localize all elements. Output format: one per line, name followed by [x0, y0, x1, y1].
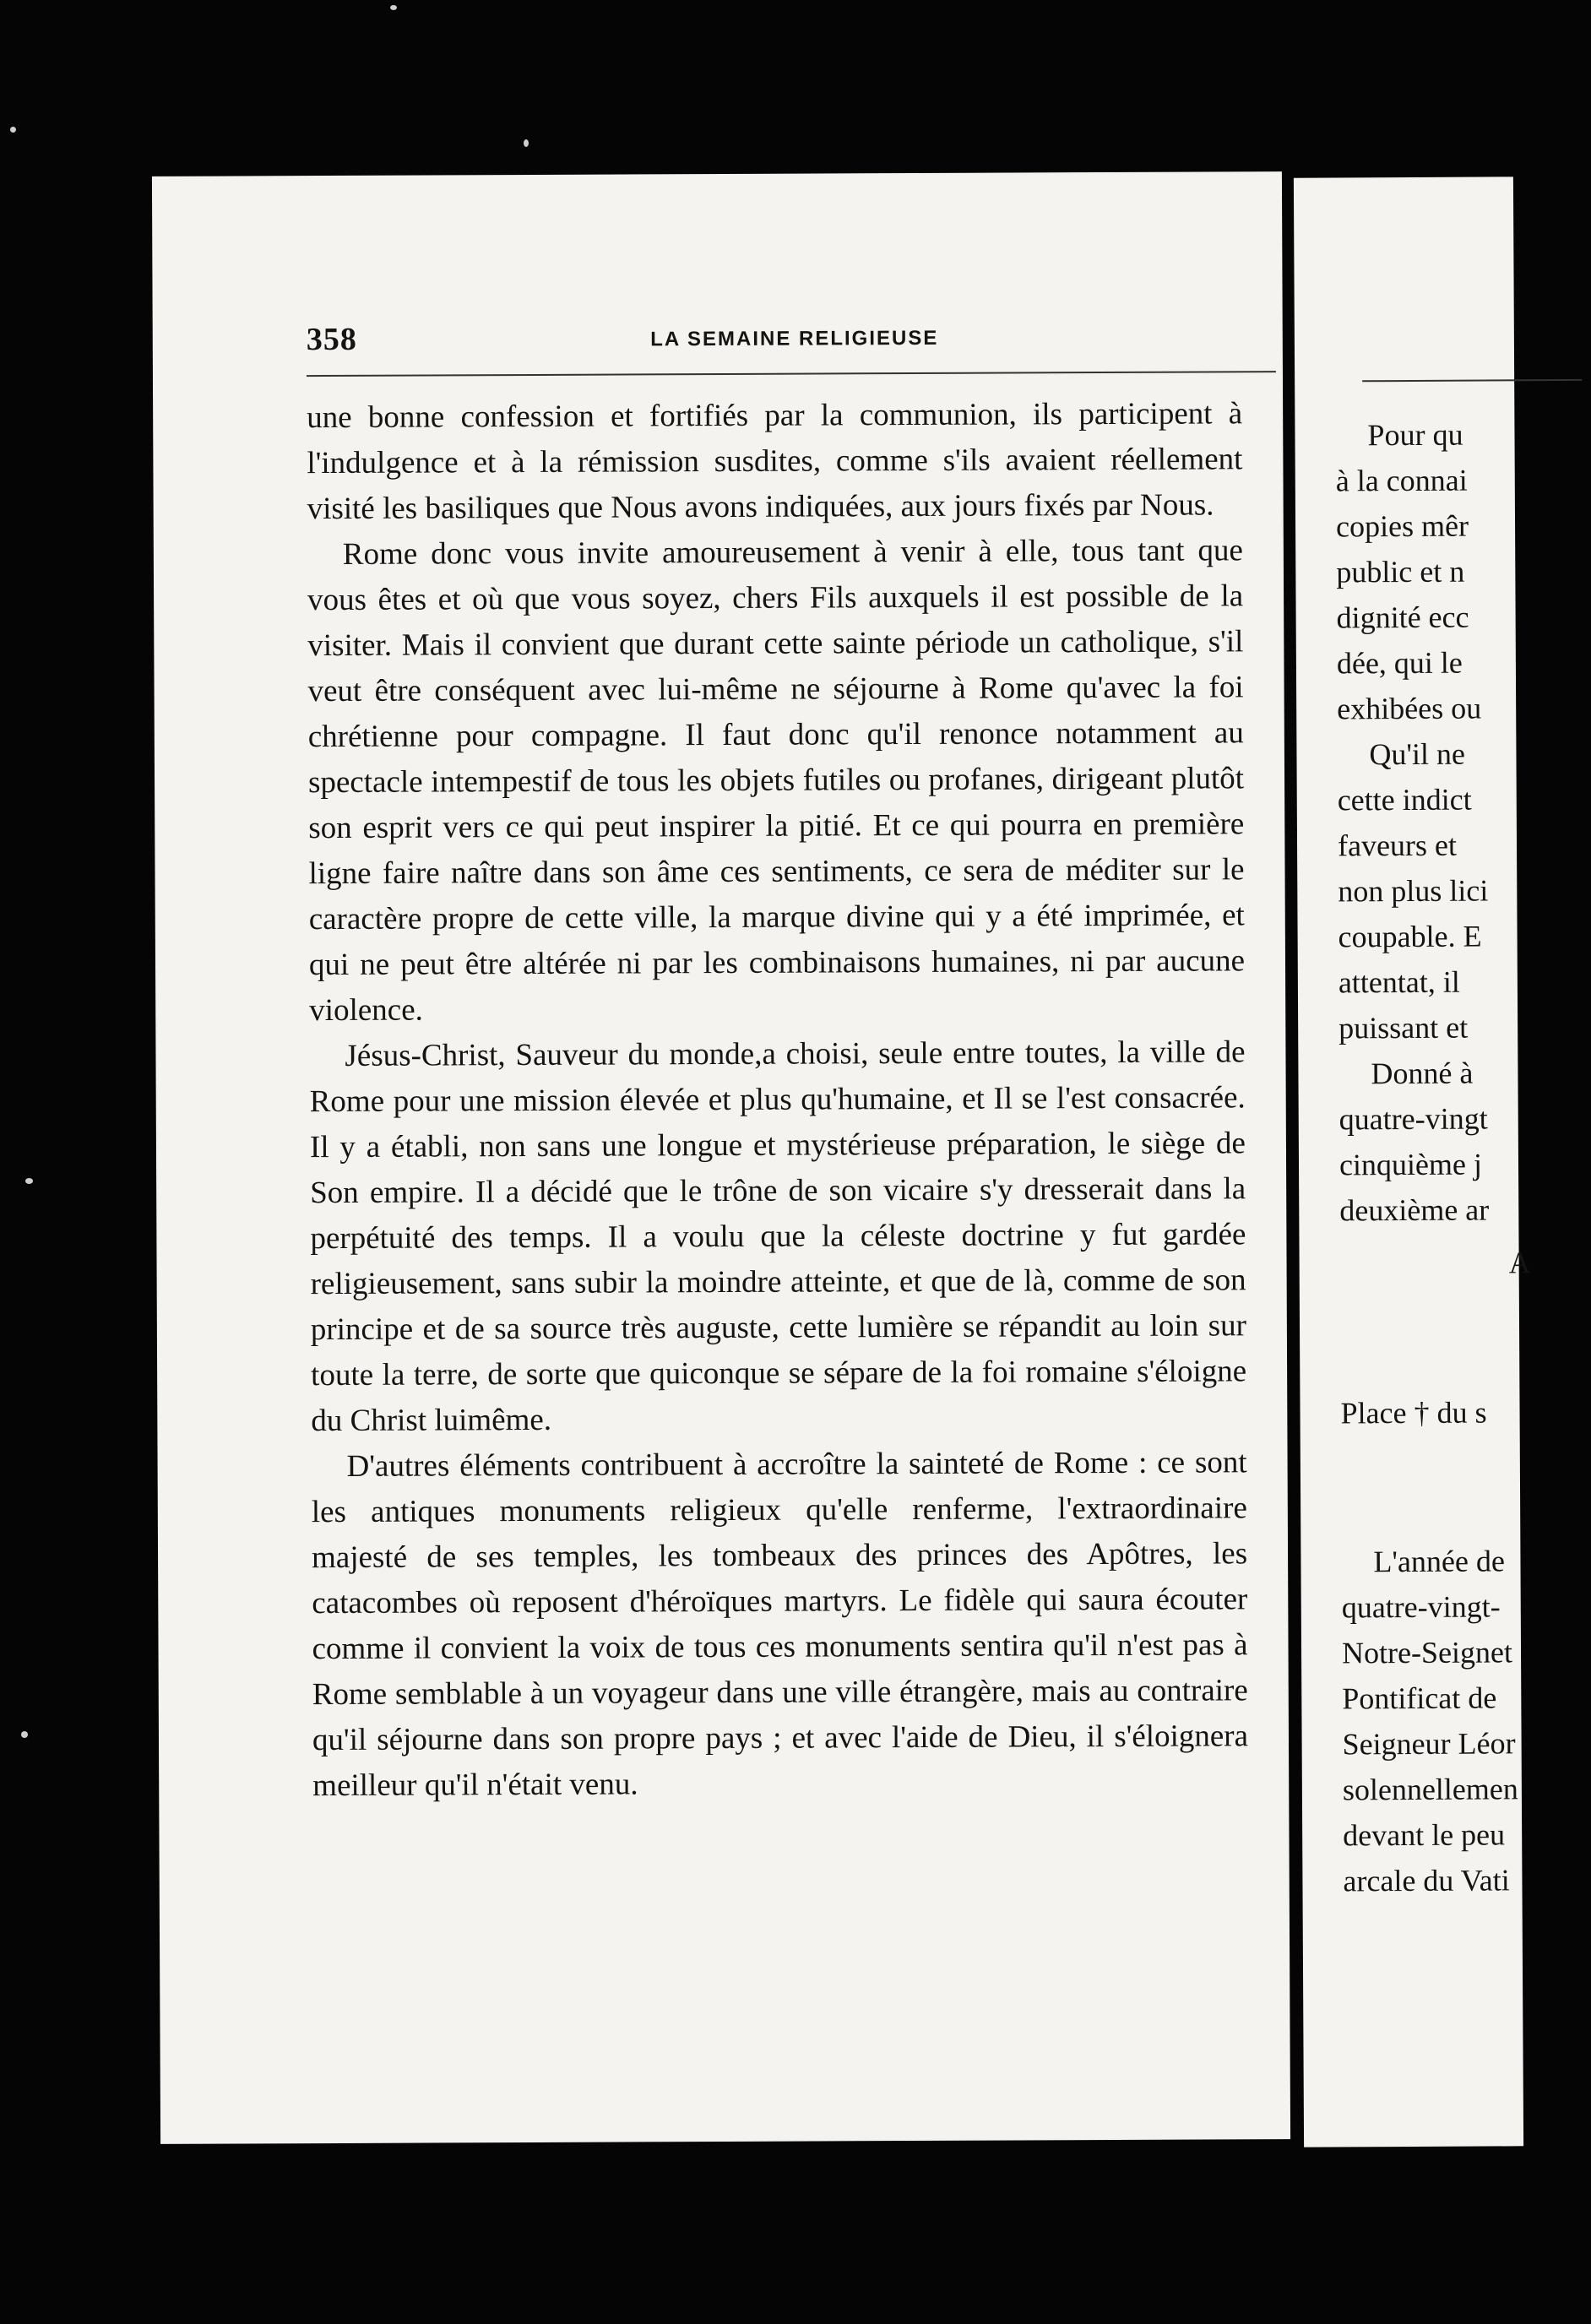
text-line: copies mêr — [1335, 508, 1469, 544]
text-line: non plus lici — [1338, 873, 1489, 909]
journal-title: LA SEMAINE RELIGIEUSE — [650, 326, 939, 351]
text-line: L'année de — [1373, 1544, 1505, 1579]
text-line: dignité ecc — [1336, 600, 1469, 635]
text-line: cinquième j — [1339, 1147, 1483, 1182]
spacer — [1341, 1435, 1561, 1539]
text-line: arcale du Vati — [1343, 1863, 1510, 1898]
text-line: faveurs et — [1337, 828, 1458, 863]
text-line: cette indict — [1337, 782, 1472, 817]
paragraph: Jésus-Christ, Sauveur du monde,a choisi, seule entre toutes, la ville de Rome pour une mission élevée et plus qu'humaine, et Il se l'est consacrée. Il y a établi, non sans une longue et mystérieuse préparation, le siège de Son empire. Il a décidé que le trône de son vicaire s'y dresserait dans la perpétuité des temps. Il a voulu que la céleste doctrine y fut gardée religieusement, sans subir la moindre atteinte, et que de là, comme de son principe et de sa source très auguste, cette lumière se répandit au loin sur toute la terre, de sorte que quiconque se sépare de la foi romaine s'éloigne du Christ luimême. — [309, 1034, 1247, 1439]
text-line: quatre-vingt — [1339, 1101, 1488, 1137]
paragraph: une bonne confession et fortifiés par la communion, ils participent à l'indulgence et à la rémission susdites, comme s'ils avaient réellement visité les basiliques que Nous avons indiquées, aux jours fixés par Nous. — [307, 396, 1243, 527]
text-line: devant le peu — [1343, 1817, 1506, 1853]
text-line: deuxième ar — [1339, 1192, 1490, 1228]
text-line: dée, qui le — [1336, 645, 1463, 681]
running-head — [307, 317, 1283, 372]
section-letter: A — [1508, 1246, 1531, 1280]
paragraph: D'autres éléments contribuent à accroître la sainteté de Rome : ce sont les antiques monuments religieux qu'elle renferme, l'extraordinaire majesté de ses temples, les tombeaux des princes des Apôtres, les catacombes où reposent d'héroïques martyrs. Le fidèle qui saura écouter comme il convient la voix de tous ces monuments sentira qu'il n'est pas à Rome semblable à un voyageur dans une ville étrangère, mais au contraire qu'il séjourne dans son propre pays ; et avec l'aide de Dieu, il s'éloignera meilleur qu'il n'était venu. — [311, 1445, 1249, 1804]
text-line: exhibées ou — [1337, 691, 1482, 726]
body-text — [307, 391, 1248, 1809]
text-line: Place † du s — [1340, 1395, 1487, 1431]
text-line: Pontificat de — [1342, 1681, 1497, 1716]
text-line: puissant et — [1339, 1010, 1469, 1045]
text-line: à la connai — [1335, 463, 1468, 498]
paragraph: Rome donc vous invite amoureusement à venir à elle, tous tant que vous êtes et où que vous soyez, chers Fils auxquels il est possible de la visiter. Mais il convient que durant cette sainte période un catholique, s'il veut être conséquent avec lui-même ne séjourne à Rome qu'avec la foi chrétienne pour compagne. Il faut donc qu'il renonce notamment au spectacle intempestif de tous les objets futiles ou profanes, dirigeant plutôt son esprit vers ce qui peut inspirer la pitié. Et ce qui pourra en première ligne faire naître dans son âme ces sentiments, ce sera de méditer sur le caractère propre de cette ville, la marque divine qui y a été imprimée, et qui ne peut être altérée ni par les combinaisons humaines, ni par aucune violence. — [307, 533, 1246, 1029]
right-page-text — [1335, 411, 1562, 1903]
text-line: attentat, il — [1338, 964, 1460, 1000]
right-header-rule — [1362, 379, 1582, 382]
text-line: Notre-Seignet — [1341, 1635, 1513, 1670]
text-line: quatre-vingt- — [1341, 1589, 1501, 1625]
right-page — [1294, 176, 1531, 2147]
left-page — [152, 171, 1290, 2144]
text-line: Seigneur Léor — [1342, 1726, 1516, 1762]
page-number: 358 — [306, 321, 357, 358]
text-line: coupable. E — [1338, 919, 1482, 954]
header-rule — [307, 371, 1276, 377]
text-line: solennellemen — [1342, 1772, 1518, 1807]
text-line: Qu'il ne — [1369, 736, 1466, 772]
text-line: Pour qu — [1367, 417, 1463, 453]
text-line: public et n — [1336, 554, 1465, 589]
text-line: Donné à — [1371, 1056, 1474, 1091]
